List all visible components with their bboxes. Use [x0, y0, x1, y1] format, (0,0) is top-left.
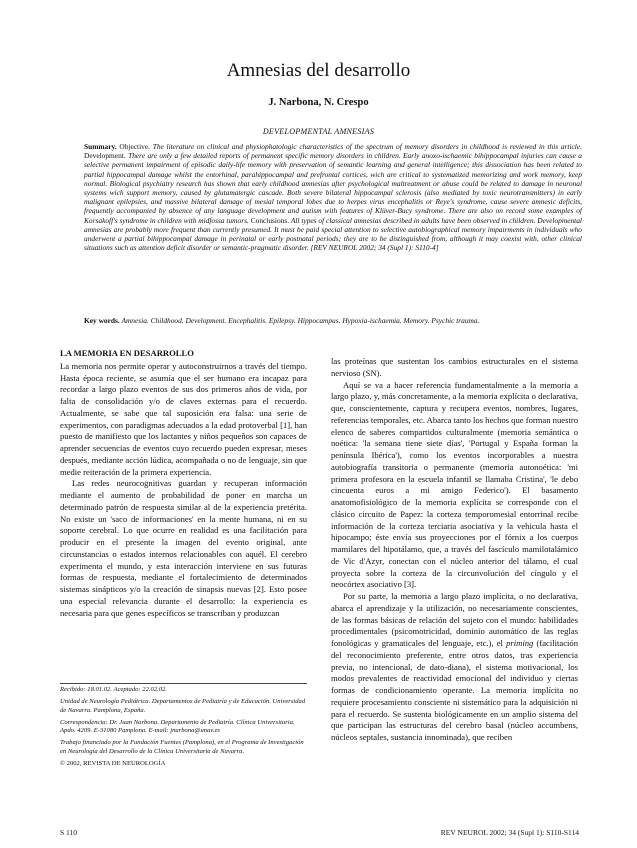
priming-term: priming — [506, 638, 534, 648]
right-column — [331, 356, 578, 744]
abstract-citation: [REV NEUROL 2002; 34 (Supl 1): S110-4] — [310, 243, 439, 253]
paragraph — [331, 591, 578, 744]
footnote-divider — [60, 683, 307, 684]
keywords-label: Key words. — [84, 316, 120, 325]
development-label: Development. — [84, 151, 126, 161]
summary-label: Summary. — [84, 142, 117, 151]
development-text: There are only a few detailed reports of permanent specific memory disorders in children. Early anoxo-ischaemic bihippocampal injuries can cause a selective permanent impairment of episodic daily-life memory with preservation of semantic learning and general intelligence; this dissociation has been related to partial hippocampal damage whilst the entorhinal, parahippocampal and prefrontal cortices, wich are critical to systematized memorizing and work memory, keep normal. Biological psychiatry research has shown that early childhood amnesias after psychological maltreatment or abuse could be related to damage in neuronal systems wich support memory, caused by glutamatergic cascade. Both severe bilateral hippocampal sclerosis (also mediated by toxic neurotransmitters) in early malignant epilepsies, and massive bilateral damage of mesial temporal lobes due to herpes virus encephalitis or Reye's syndrome, cause severe amnesic deficits, frequently accompanied by absence of any language development and autism with features of Klüver-Bucy syndrome. There are also on record some examples of Korsakoff's syndrome in children with midfossa tumors. — [84, 151, 582, 225]
paragraph: las proteínas que sustentan los cambios estructurales en el sistema nervioso (SN). — [331, 356, 578, 378]
paragraph: La memoria nos permite operar y autoconstruirnos a través del tiempo. Hasta época reciente, se asumía que el ser humano era incapaz para recordar a largo plazo eventos de sus dos primeros años de vida, por falta de consolidación y/o de claves externas para el recuerdo. Actualmente, se sabe que tal suposición era falsa: una serie de experimentos, con paradigmas adecuados a la edad protoverbal [1], han puesto de manifiesto que los lactantes y niños pequeños son capaces de aprender secuencias de eventos cuyo recuerdo pueden expresar, meses después, mediante acción lúdica, acompañada o no de lenguaje, sin que medie reiteración de la primera experiencia. — [60, 360, 307, 477]
footnotes — [60, 686, 307, 772]
correspondence-note: Correspondencia: Dr. Juan Narbona. Departamento de Pediatría. Clínica Universitaria. Apdo. 4209. E-31080 Pamplona. E-mail: jnarbona@unav.es — [60, 718, 295, 735]
affiliation-note: Unidad de Neurología Pediátrica. Departamentos de Pediatría y de Educación. Universidad de Navarra. Pamplona, España. — [60, 698, 306, 714]
keywords — [84, 316, 582, 325]
conclusions-label: Conclusions. — [250, 215, 290, 225]
funding-note: Trabajo financiado por la Fundación Fuentes (Pamplona), en el Programa de Investigación en Neurología del Desarrollo de la Clínica Universitaria de Navarra. — [60, 739, 304, 755]
journal-citation: REV NEUROL 2002; 34 (Supl 1): S110-S114 — [440, 828, 579, 837]
paragraph: Las redes neurocognitivas guardan y recuperan información mediante el aumento de probabilidad de poner en marcha un determinado patrón de respuesta similar al de la experiencia pretérita. No existe un 'saco de informaciones' en la mente humana, ni en su soporte cerebral. Lo que ocurre en realidad es una facilitación para producir en el presente la imagen del evento original, ante circunstancias o estados internos relacionables con aquél. El cerebro experimenta el mundo, y esta interacción interviene en sus futuras formas de respuesta, mediante el fortalecimiento de determinados sistemas sinápticos y/o la creación de sinapsis nuevas [2]. Esto posee una especial relevancia durante el desarrollo: la experiencia es necesaria para que genes específicos se transcriban y produzcan — [60, 478, 307, 618]
section-heading: LA MEMORIA EN DESARROLLO — [60, 348, 194, 358]
copyright-note: © 2002, REVISTA DE NEUROLOGÍA — [60, 760, 166, 768]
page-number: S 110 — [60, 828, 78, 837]
abstract — [84, 142, 582, 252]
received-note: Recibido: 18.01.02. Aceptado: 22.02.02. — [60, 686, 168, 693]
conclusions-text: All types of classical amnesias described in adults have been observed in children. Developmental amnesias are probably more frequent than currently presumed. It must be paid special attention to selective autobiographical memory impairments in individuals who underwent a partial bihippocampal damage in perinatal or early postnatal periods; they are to be distinguished from, although it may coexist with, other clinical situations such as attention deficit disorder or semantic-pragmatic disorder. — [84, 215, 582, 253]
paragraph-text: (facilitación del reconocimiento preferente, entre otros datos, tras experiencia previa, no intencional, de dato-diana), el sistema motivacional, los modos prevalentes de reactividad emocional del individuo y ciertas formas de condicionamiento operante. La memoria implícita no requiere procesamiento consciente ni sistemático para la adquisición ni para el recuerdo. Se sustenta biológicamente en un amplio sistema del que participan las estructuras del cerebro basal (núcleo accumbens, núcleos septales, sustancia innominada), que reciben — [331, 638, 578, 742]
paragraph: Aquí se va a hacer referencia fundamentalmente a la memoria a largo plazo, y, más concretamente, a la memoria explícita o declarativa, que, conscientemente, captura y recupera eventos, nombres, lugares, referencias temporales, etc. Abarca tanto los hechos que forman nuestro elenco de saberes compartidos culturalmente (memoria semántica o noética: 'la semana tiene siete días', 'Portugal y España forman la península Ibérica'), como los eventos incorporables a nuestra autobiografía transitoria o permanente (memoria autonoética: 'mi primera profesora en la escuela infantil se llamaba Cristina', 'le debo cincuenta euros a mi amigo Federico'). El basamento anatomofisiológico de la memoria explícita se corresponde con el clásico circuito de Papez: la corteza temporomesial entorrinal recibe información de la corteza terciaria asociativa y la vehicula hasta el hipocampo; éste envía sus proyecciones por el fórnix a los cuerpos mamilares del hipotálamo, que, a través del fascículo mamilotalámico de Vic d'Azyr, conectan con el núcleo anterior del tálamo, el cual proyecta sobre la corteza de la circunvolución del cíngulo y el neocórtex asociativo [3]. — [331, 379, 578, 590]
article-title: Amnesias del desarrollo — [226, 60, 411, 81]
keywords-text: Amnesia. Childhood. Development. Encephalitis. Epilepsy. Hippocampus. Hypoxia-ischaemia. Memory. Psychic trauma. — [121, 316, 480, 325]
english-title: DEVELOPMENTAL AMNESIAS — [262, 127, 375, 136]
left-column — [60, 348, 307, 619]
article-authors: J. Narbona, N. Crespo — [268, 97, 369, 108]
paragraph-text: Por su parte, la memoria a largo plazo implícita, o no declarativa, abarca el aprendizaje y la utilización, no necesariamente conscientes, de las formas básicas de relación del sujeto con el mundo: habilidades procedimentales (psicomotricidad, dominio automático de las reglas fonológicas y gramaticales del lenguaje, etc.), el — [331, 591, 578, 648]
objective-label: Objective. — [119, 142, 150, 151]
objective-text: The literature on clinical and physiophatologic characteristics of the spectrum of memory disorders in childhood is reviewed in this article. — [152, 142, 582, 151]
